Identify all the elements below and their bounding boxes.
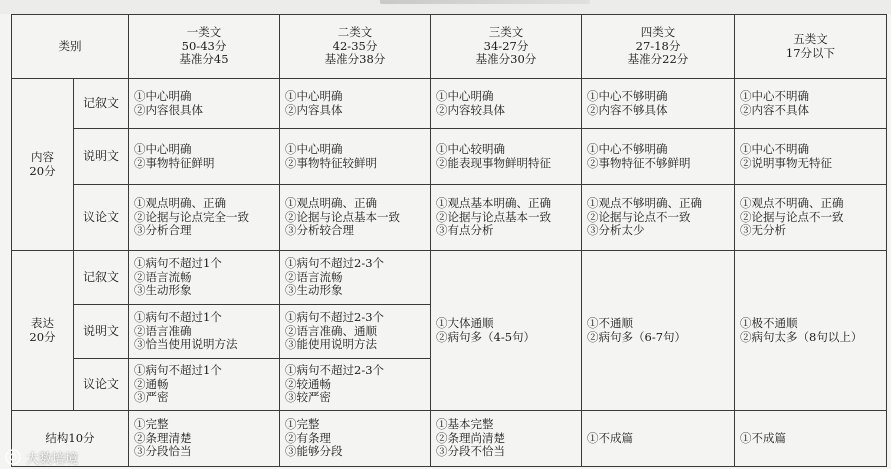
- rubric-cell: ①中心不够明确 ②内容不够具体: [582, 79, 735, 129]
- content-category-label: 内容 20分: [12, 79, 74, 251]
- camera-lens-icon: [4, 448, 22, 466]
- rubric-cell: ①中心较明确 ②能表现事物鲜明特征: [431, 129, 582, 185]
- column-header-class5: 五类文 17分以下: [735, 15, 887, 79]
- rubric-cell-merged: ①极不通顺 ②病句太多（8句以上）: [735, 251, 887, 411]
- rubric-cell: ①观点基本明确、正确 ②论据与论点基本一致 ③有点分析: [431, 185, 582, 251]
- rubric-cell: ①病句不超过1个 ②语言准确 ③恰当使用说明方法: [129, 305, 280, 359]
- column-header-class4: 四类文 27-18分 基准分22分: [582, 15, 735, 79]
- content-row-narrative: [12, 79, 887, 129]
- watermark-text: 大数培境: [26, 451, 79, 467]
- rubric-cell: ①中心不明确 ②说明事物无特征: [735, 129, 887, 185]
- essay-type-label: 议论文: [74, 359, 129, 411]
- column-header-class3: 三类文 34-27分 基准分30分: [431, 15, 582, 79]
- rubric-cell: ①观点不明确、正确 ②论据与论点不一致 ③无分析: [735, 185, 887, 251]
- expression-row-narrative: [12, 251, 887, 305]
- rubric-cell: ①中心不明确 ②内容不具体: [735, 79, 887, 129]
- rubric-cell: ①观点明确、正确 ②论据与论点基本一致 ③分析较合理: [280, 185, 431, 251]
- top-cropped-title-strip: [0, 0, 891, 14]
- rubric-cell: ①完整 ②条理清楚 ③分段恰当: [129, 411, 280, 467]
- column-header-class1: 一类文 50-43分 基准分45: [129, 15, 280, 79]
- essay-type-label: 记叙文: [74, 79, 129, 129]
- rubric-cell: ①中心明确 ②内容很具体: [129, 79, 280, 129]
- rubric-cell: ①观点不够明确、正确 ②论据与论点不一致 ③分析太少: [582, 185, 735, 251]
- rubric-cell: ①病句不超过2-3个 ②语言准确、通顺 ③能使用说明方法: [280, 305, 431, 359]
- rubric-cell: ①中心明确 ②事物特征鲜明: [129, 129, 280, 185]
- essay-type-label: 记叙文: [74, 251, 129, 305]
- rubric-cell: ①基本完整 ②条理尚清楚 ③分段不恰当: [431, 411, 582, 467]
- rubric-cell: ①病句不超过1个 ②通畅 ③严密: [129, 359, 280, 411]
- column-header-class2: 二类文 42-35分 基准分38分: [280, 15, 431, 79]
- essay-type-label: 议论文: [74, 185, 129, 251]
- content-row-argumentative: [12, 185, 887, 251]
- rubric-cell: ①完整 ②有条理 ③能够分段: [280, 411, 431, 467]
- content-row-expository: [12, 129, 887, 185]
- expression-category-label: 表达 20分: [12, 251, 74, 411]
- rubric-cell: ①病句不超过2-3个 ②语言流畅 ③生动形象: [280, 251, 431, 305]
- rubric-cell: ①病句不超过1个 ②语言流畅 ③生动形象: [129, 251, 280, 305]
- essay-type-label: 说明文: [74, 305, 129, 359]
- grading-rubric-table: [11, 14, 887, 467]
- category-header: 类别: [12, 15, 129, 79]
- cropped-title-remnant: [380, 0, 590, 4]
- rubric-cell: ①中心明确 ②事物特征较鲜明: [280, 129, 431, 185]
- rubric-cell: ①病句不超过2-3个 ②较通畅 ③较严密: [280, 359, 431, 411]
- rubric-cell: ①中心明确 ②内容较具体: [431, 79, 582, 129]
- header-row: [12, 15, 887, 79]
- structure-row: [12, 411, 887, 467]
- watermark: [4, 447, 78, 467]
- rubric-cell: ①中心明确 ②内容具体: [280, 79, 431, 129]
- rubric-cell: ①不成篇: [582, 411, 735, 467]
- structure-category-label: 结构10分: [12, 411, 129, 467]
- essay-type-label: 说明文: [74, 129, 129, 185]
- rubric-cell-merged: ①不通顺 ②病句多（6-7句）: [582, 251, 735, 411]
- rubric-cell: ①观点明确、正确 ②论据与论点完全一致 ③分析合理: [129, 185, 280, 251]
- rubric-cell: ①中心不够明确 ②事物特征不够鲜明: [582, 129, 735, 185]
- rubric-cell: ①不成篇: [735, 411, 887, 467]
- rubric-cell-merged: ①大体通顺 ②病句多（4-5句）: [431, 251, 582, 411]
